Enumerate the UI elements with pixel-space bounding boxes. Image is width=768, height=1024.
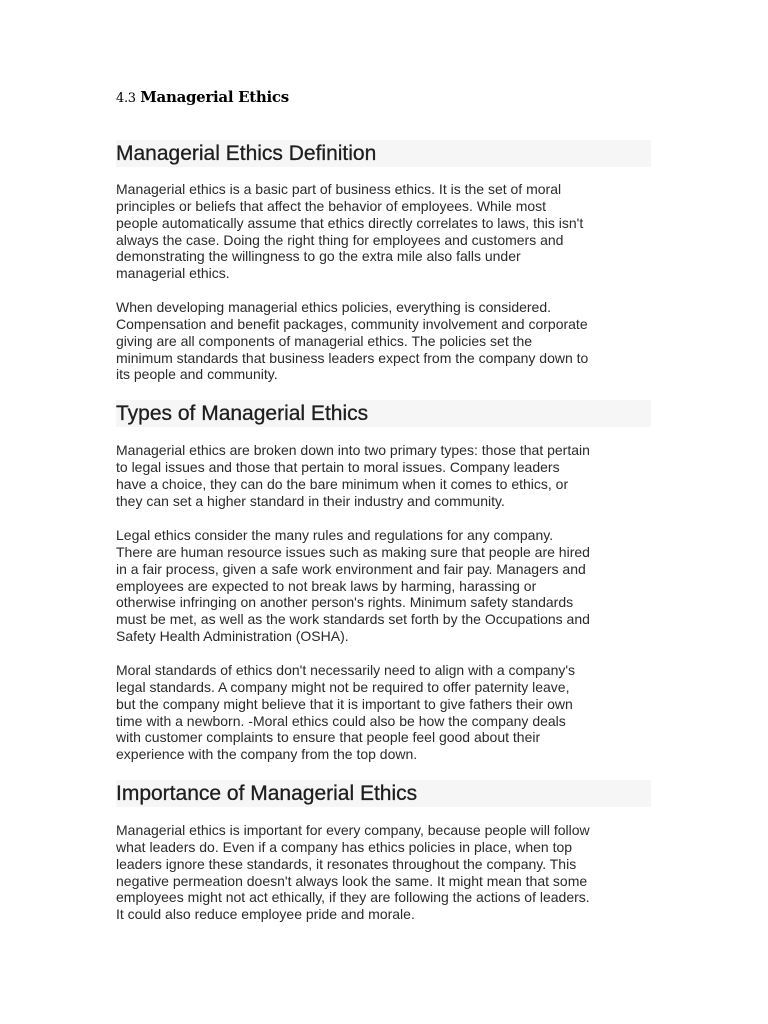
heading-importance: Importance of Managerial Ethics <box>116 780 651 807</box>
paragraph-types-1 <box>116 442 656 509</box>
text-line: have a choice, they can do the bare minimum when it comes to ethics, or <box>116 475 569 492</box>
text-line: always the case. Doing the right thing for employees and customers and <box>116 231 564 248</box>
section-title <box>116 88 289 106</box>
text-line: otherwise infringing on another person's rights. Minimum safety standards <box>116 594 574 611</box>
text-line: people automatically assume that ethics directly correlates to laws, this isn't <box>116 214 584 231</box>
text-line: Safety Health Administration (OSHA). <box>116 628 349 645</box>
text-line: employees might not act ethically, if they are following the actions of leaders. <box>116 889 590 906</box>
text-line: giving are all components of managerial ethics. The policies set the <box>116 332 533 349</box>
text-line: negative permeation doesn't always look the same. It might mean that some <box>116 872 588 889</box>
section-title-text: Managerial Ethics <box>140 88 289 106</box>
text-line: with customer complaints to ensure that people feel good about their <box>116 729 541 746</box>
paragraph-types-3 <box>116 662 656 763</box>
text-line: Moral standards of ethics don't necessarily need to align with a company's <box>116 662 576 678</box>
paragraph-importance-1 <box>116 822 656 923</box>
paragraph-definition-2 <box>116 299 656 383</box>
text-line: employees are expected to not break laws by harming, harassing or <box>116 577 537 594</box>
text-line: It could also reduce employee pride and morale. <box>116 906 415 923</box>
text-line: demonstrating the willingness to go the extra mile also falls under <box>116 248 521 265</box>
paragraph-types-2 <box>116 527 656 645</box>
section-number: 4.3 <box>116 91 136 106</box>
text-line: what leaders do. Even if a company has ethics policies in place, when top <box>116 838 573 855</box>
text-line: to legal issues and those that pertain to moral issues. Company leaders <box>116 458 560 475</box>
text-line: they can set a higher standard in their industry and community. <box>116 492 505 509</box>
heading-definition: Managerial Ethics Definition <box>116 140 651 167</box>
text-line: experience with the company from the top down. <box>116 746 418 763</box>
text-line: Compensation and benefit packages, community involvement and corporate <box>116 315 588 332</box>
text-line: principles or beliefs that affect the behavior of employees. While most <box>116 197 547 214</box>
text-line: Managerial ethics is important for every company, because people will follow <box>116 822 590 838</box>
text-line: but the company might believe that it is important to give fathers their own <box>116 695 573 712</box>
text-line: must be met, as well as the work standards set forth by the Occupations and <box>116 611 590 628</box>
text-line: time with a newborn. -Moral ethics could also be how the company deals <box>116 712 566 729</box>
text-line: When developing managerial ethics policies, everything is considered. <box>116 299 552 315</box>
text-line: in a fair process, given a safe work environment and fair pay. Managers and <box>116 560 586 577</box>
paragraph-definition-1 <box>116 181 656 282</box>
text-line: its people and community. <box>116 366 278 383</box>
text-line: There are human resource issues such as making sure that people are hired <box>116 543 590 560</box>
text-line: managerial ethics. <box>116 265 230 282</box>
text-line: Managerial ethics is a basic part of business ethics. It is the set of moral <box>116 181 562 197</box>
text-line: minimum standards that business leaders expect from the company down to <box>116 349 589 366</box>
text-line: legal standards. A company might not be required to offer paternity leave, <box>116 678 570 695</box>
text-line: Legal ethics consider the many rules and regulations for any company. <box>116 527 554 543</box>
text-line: leaders ignore these standards, it resonates throughout the company. This <box>116 855 577 872</box>
heading-types: Types of Managerial Ethics <box>116 400 651 427</box>
text-line: Managerial ethics are broken down into two primary types: those that pertain <box>116 442 590 458</box>
